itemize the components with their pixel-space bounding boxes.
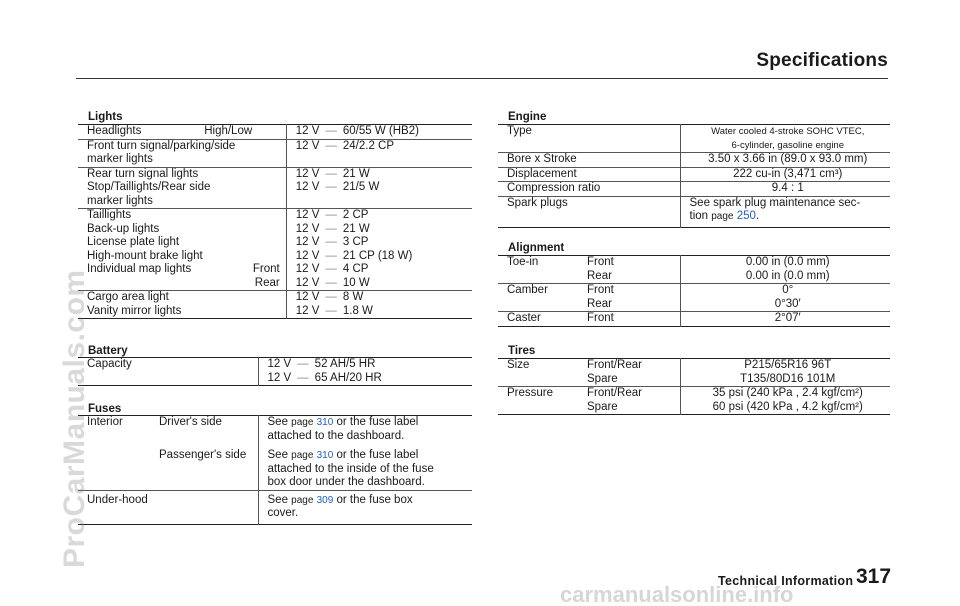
tire-sub: Spare — [587, 400, 618, 413]
tire-name — [498, 373, 578, 387]
table-row — [78, 250, 472, 264]
light-rating: 12 V — 60/55 W (HB2) — [286, 125, 472, 140]
alignment-heading: Alignment — [508, 242, 565, 254]
light-rating: 12 V — 21 CP (18 W) — [286, 250, 472, 264]
alignment-sub: Front — [578, 284, 680, 298]
table-row — [78, 372, 472, 386]
engine-value: Water cooled 4-stroke SOHC VTEC, — [680, 125, 890, 139]
tire-name — [498, 401, 578, 415]
light-name: Vanity mirror lights — [87, 304, 182, 317]
table-row — [498, 373, 890, 387]
page-number: 317 — [856, 565, 892, 588]
table-row — [498, 125, 890, 139]
table-row — [498, 153, 890, 168]
table-row — [78, 181, 472, 195]
light-rating: 12 V — 8 W — [286, 291, 472, 305]
light-rating: 12 V — 21 W — [286, 167, 472, 181]
engine-name: Bore x Stroke — [498, 153, 680, 168]
table-row — [78, 416, 472, 430]
table-row — [78, 209, 472, 223]
light-name — [78, 277, 195, 291]
table-row — [498, 167, 890, 182]
light-rating: 12 V — 21 W — [286, 223, 472, 237]
table-row — [78, 263, 472, 277]
engine-name: Compression ratio — [498, 182, 680, 197]
alignment-value: 2°07′ — [680, 312, 890, 327]
light-rating: 12 V — 24/2.2 CP — [286, 139, 472, 153]
light-name: Stop/Taillights/Rear side — [87, 181, 211, 193]
watermark-side: ProCarManuals.com — [58, 269, 91, 568]
light-rating: 12 V — 1.8 W — [286, 305, 472, 319]
light-sub: Rear — [254, 276, 280, 289]
table-row — [78, 463, 472, 477]
alignment-name: Camber — [498, 284, 578, 298]
light-name: License plate light — [87, 236, 180, 248]
alignment-name: Caster — [498, 312, 578, 327]
table-row — [78, 358, 472, 372]
light-name: Rear turn signal lights — [78, 167, 286, 181]
lights-heading: Lights — [88, 111, 123, 123]
engine-value: 6-cylinder, gasoline engine — [680, 139, 890, 153]
alignment-name — [498, 270, 578, 284]
fuse-sub: Driver's side — [159, 416, 222, 428]
table-row — [78, 476, 472, 490]
alignment-value: 0°30′ — [680, 298, 890, 312]
page-link[interactable]: 250 — [736, 210, 756, 222]
table-row — [498, 139, 890, 153]
light-name: marker lights — [87, 153, 153, 165]
tire-sub: Front/Rear — [578, 387, 680, 401]
light-name: Taillights — [78, 209, 286, 223]
fuse-desc: attached to the dashboard. — [258, 430, 472, 444]
light-rating: 12 V — 4 CP — [286, 263, 472, 277]
fuse-desc: See page 309 or the fuse box — [258, 490, 472, 507]
alignment-value: 0.00 in (0.0 mm) — [680, 256, 890, 270]
fuse-location: Under-hood — [78, 490, 258, 507]
alignment-value: 0° — [680, 284, 890, 298]
lights-table — [78, 124, 472, 319]
table-row — [78, 167, 472, 181]
alignment-sub: Front — [578, 312, 680, 327]
header-rule — [76, 78, 888, 79]
table-row — [78, 277, 472, 291]
engine-value: 222 cu-in (3,471 cm³) — [680, 167, 890, 182]
table-row — [78, 305, 472, 319]
alignment-sub: Rear — [587, 297, 612, 310]
tire-value: P215/65R16 96T — [680, 359, 890, 373]
table-row — [498, 312, 890, 327]
light-sub: Front — [252, 263, 280, 275]
alignment-sub: Rear — [587, 269, 612, 282]
light-name: Front turn signal/parking/side — [78, 139, 286, 153]
fuses-heading: Fuses — [88, 403, 122, 415]
engine-name: Displacement — [498, 167, 680, 182]
fuse-desc: See page 310 or the fuse label — [258, 443, 472, 463]
light-name: Individual map lights — [87, 263, 192, 275]
tires-table — [498, 358, 890, 415]
tire-sub: Spare — [587, 372, 618, 385]
alignment-sub: Front — [587, 256, 614, 268]
tire-value: 35 psi (240 kPa , 2.4 kgf/cm²) — [680, 387, 890, 401]
page-link[interactable]: 309 — [316, 494, 334, 506]
light-name: Back-up lights — [87, 222, 160, 235]
engine-name: Spark plugs — [498, 196, 680, 210]
page-link[interactable]: 310 — [316, 417, 334, 428]
page-link[interactable]: 310 — [316, 450, 334, 461]
table-row — [78, 223, 472, 237]
table-row — [498, 298, 890, 312]
alignment-name — [498, 298, 578, 312]
table-row — [78, 153, 472, 167]
table-row — [78, 443, 472, 463]
tire-value: T135/80D16 101M — [680, 373, 890, 387]
watermark-bottom: carmanualsonline.info — [560, 582, 794, 606]
table-row — [498, 270, 890, 284]
battery-table — [78, 357, 472, 386]
fuse-desc: attached to the inside of the fuse — [258, 463, 472, 477]
engine-value: See spark plug maintenance sec- — [680, 196, 890, 210]
engine-table — [498, 124, 890, 228]
table-row — [498, 256, 890, 270]
alignment-value: 0.00 in (0.0 mm) — [680, 270, 890, 284]
table-row — [498, 210, 890, 227]
page-title: Specifications — [756, 50, 888, 71]
engine-value: tion page 250. — [680, 210, 890, 227]
battery-name: Capacity — [87, 358, 132, 370]
fuse-location: Interior — [87, 416, 123, 428]
table-row — [78, 430, 472, 444]
table-row — [498, 182, 890, 197]
light-name: High-mount brake light — [87, 249, 203, 262]
engine-value: 3.50 x 3.66 in (89.0 x 93.0 mm) — [680, 153, 890, 168]
table-row — [498, 284, 890, 298]
battery-rating: 12 V — 65 AH/20 HR — [258, 372, 472, 386]
fuse-desc: See page 310 or the fuse label — [258, 416, 472, 430]
light-rating: 12 V — 10 W — [286, 277, 472, 291]
light-name: Headlights — [87, 125, 142, 137]
light-name: Cargo area light — [78, 291, 286, 305]
table-row — [498, 359, 890, 373]
table-row — [498, 401, 890, 415]
engine-value: 9.4 : 1 — [680, 182, 890, 197]
light-rating: 12 V — 2 CP — [286, 209, 472, 223]
battery-heading: Battery — [88, 345, 128, 357]
light-name: marker lights — [87, 194, 153, 207]
light-rating: 12 V — 21/5 W — [286, 181, 472, 195]
light-rating: 12 V — 3 CP — [286, 236, 472, 250]
table-row — [498, 387, 890, 401]
tire-name: Pressure — [498, 387, 578, 401]
alignment-name: Toe-in — [507, 256, 539, 268]
table-row — [78, 490, 472, 507]
tire-value: 60 psi (420 kPa , 4.2 kgf/cm²) — [680, 401, 890, 415]
tires-heading: Tires — [508, 345, 536, 357]
table-row — [78, 236, 472, 250]
table-row — [78, 507, 472, 524]
fuse-sub: Passenger's side — [159, 449, 247, 461]
table-row — [78, 139, 472, 153]
tire-sub: Front/Rear — [587, 359, 642, 371]
fuses-table — [78, 415, 472, 525]
alignment-table — [498, 255, 890, 327]
footer-section-label: Technical Information — [718, 574, 854, 588]
engine-heading: Engine — [508, 111, 547, 123]
tire-name: Size — [507, 359, 530, 371]
light-sub: High/Low — [204, 125, 253, 137]
battery-rating: 12 V — 52 AH/5 HR — [258, 358, 472, 372]
fuse-desc: box door under the dashboard. — [258, 476, 472, 490]
table-row — [498, 196, 890, 210]
fuse-desc: cover. — [258, 507, 472, 524]
table-row — [78, 125, 472, 140]
table-row — [78, 291, 472, 305]
table-row — [78, 195, 472, 209]
engine-name: Type — [507, 125, 532, 137]
